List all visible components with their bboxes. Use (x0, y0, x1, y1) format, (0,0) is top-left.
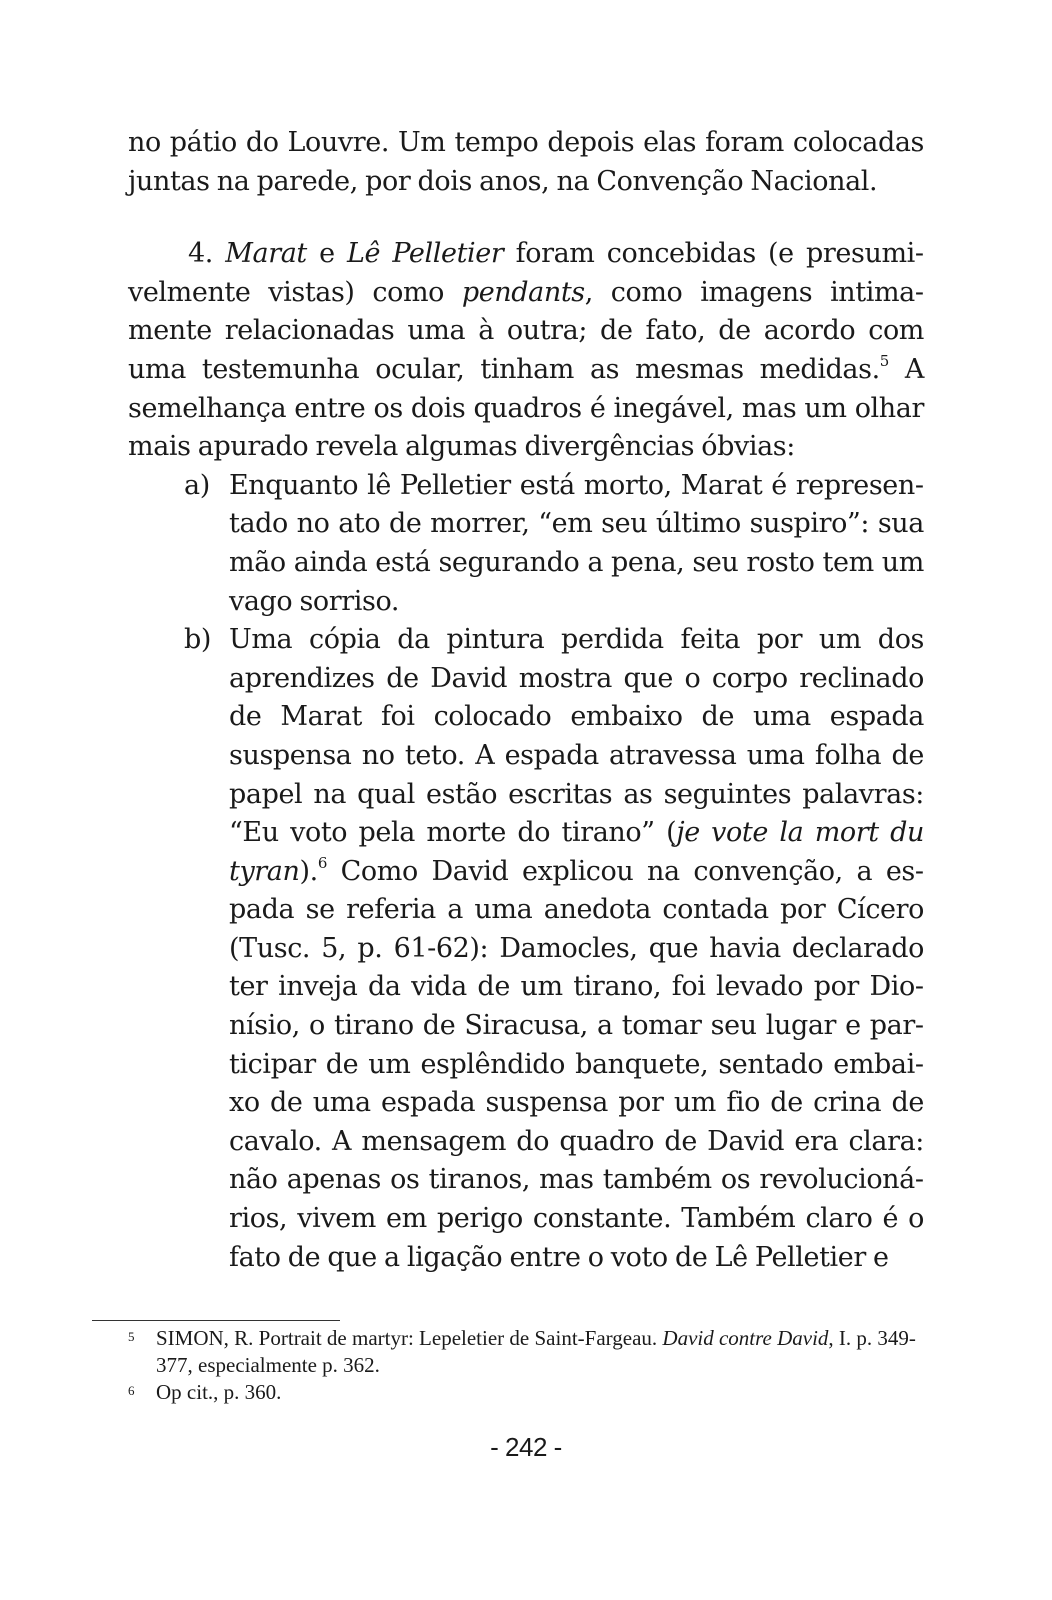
footnote-5 (92, 1325, 924, 1379)
paragraph-4 (128, 235, 924, 467)
text-run: Como David explicou na convenção, a espada se referia a uma anedota contada por Cícero (Tusc. 5, p. 61-62): Damocles, que havia declarado ter inveja da vida de um tirano, foi levado por Dionísio, o tirano de Siracusa, a tomar seu lugar e participar de um esplêndido banquete, sentado embaixo de uma espada suspensa por um fio de crina de cavalo. A mensagem do quadro de David era clara: não apenas os tiranos, mas também os revolucionários, vivem em perigo constante. Também claro é o fato de que a ligação entre o voto de Lê Pelletier e (229, 855, 924, 1273)
list-item-a (128, 467, 924, 621)
list-label-a: a) (184, 469, 210, 501)
page-number: - 242 - (490, 1432, 562, 1462)
text-run: , como imagens intimamente relacionadas uma à outra; de fato, de acordo com uma testemunha ocular, tinham as mesmas medidas. (128, 276, 924, 385)
italic-quote-french: je vote la mort du tyran (229, 817, 924, 887)
body-text (128, 124, 924, 1277)
footnotes (92, 1325, 924, 1406)
footnote-number: 6 (128, 1383, 135, 1398)
paragraph-number: 4. (188, 238, 226, 270)
text-run: ). (299, 855, 318, 887)
text-run: A semelhança entre os dois quadros é inegável, mas um olhar mais apurado revela algumas divergências óbvias: (128, 353, 925, 463)
text-run: e (306, 238, 347, 270)
text-run: foram concebidas (e presumivelmente vistas) como (128, 238, 925, 308)
footnote-separator (92, 1320, 340, 1321)
footnote-number: 5 (128, 1329, 135, 1344)
italic-term-pendants: pendants (461, 276, 585, 308)
footnote-6 (92, 1379, 924, 1406)
list-item-b (128, 621, 924, 1277)
text-run: Uma cópia da pintura perdida feita por um dos aprendizes de David mostra que o corpo reclinado de Marat foi colocado embaixo de uma espada suspensa no teto. A espada atravessa uma folha de papel na qual estão escritas as seguintes palavras: “Eu voto pela morte do tirano” ( (229, 624, 924, 849)
text-run: , I. p. 349-377, especialmente p. 362. (156, 1326, 916, 1377)
text-run: Op cit., p. 360. (156, 1380, 282, 1404)
list-text-a: Enquanto lê Pelletier está morto, Marat é representado no ato de morrer, “em seu último suspiro”: sua mão ainda está segurando a pena, seu rosto tem um vago sorriso. (229, 469, 924, 617)
italic-book-title: David contre David (662, 1326, 829, 1350)
text-run: SIMON, R. Portrait de martyr: Lepeletier de Saint-Fargeau. (156, 1326, 663, 1350)
footnote-ref-6: 6 (317, 853, 327, 872)
footnote-ref-5: 5 (879, 351, 889, 370)
paragraph-continued: no pátio do Louvre. Um tempo depois elas foram colocadas juntas na parede, por dois anos, na Convenção Nacional. (128, 127, 924, 197)
italic-title-marat: Marat (225, 238, 307, 270)
list-label-b: b) (184, 624, 212, 656)
italic-title-pelletier: Lê Pelletier (347, 238, 504, 270)
